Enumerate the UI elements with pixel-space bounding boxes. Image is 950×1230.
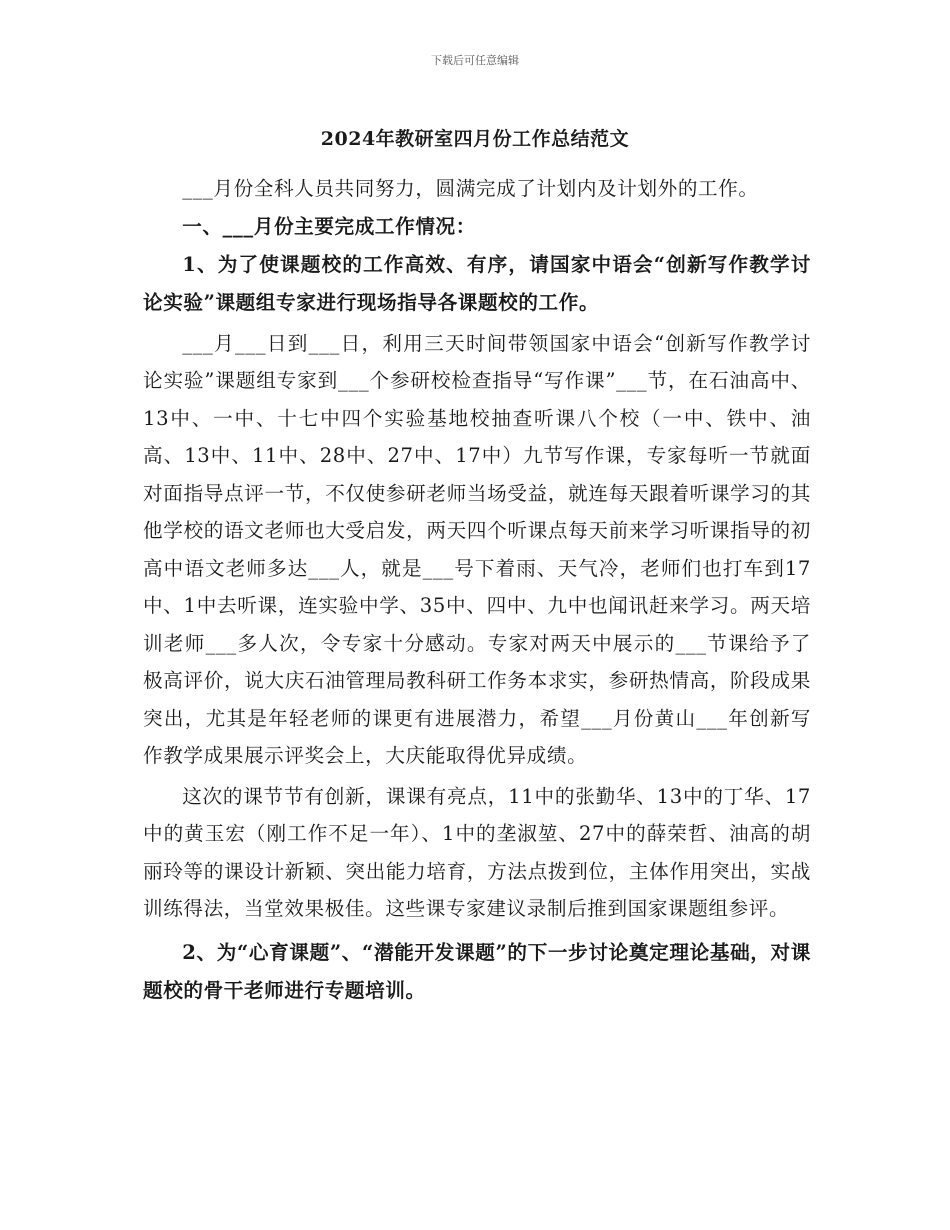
body-paragraph-1: ___月___日到___日，利用三天时间带领国家中语会“创新写作教学讨论实验”课题组专家到___个参研校检查指导“写作课”___节，在石油高中、13中、一中、十七中四个实验基地校抽查听课八个校（一中、铁中、油高、13中、11中、28中、27中、17中）九节写作课，专家每听一节就面对面指导点评一节，不仅使参研老师当场受益，就连每天跟着听课学习的其他学校的语文老师也大受启发，两天四个听课点每天前来学习听课指导的初高中语文老师多达___人，就是___号下着雨、天气冷，老师们也打车到17中、1中去听课，连实验中学、35中、四中、九中也闻讯赶来学习。两天培训老师___多人次，令专家十分感动。专家对两天中展示的___节课给予了极高评价，说大庆石油管理局教科研工作务本求实，参研热情高，阶段成果突出，尤其是年轻老师的课更有进展潜力，希望___月份黄山___年创新写作教学成果展示评奖会上，大庆能取得优异成绩。	[143, 331, 811, 767]
document-title: 2024年教研室四月份工作总结范文	[320, 128, 630, 150]
item-heading-1: 1、为了使课题校的工作高效、有序，请国家中语会“创新写作教学讨论实验”课题组专家进行现场指导各课题校的工作。	[143, 252, 811, 314]
section-heading-1: 一、___月份主要完成工作情况：	[182, 214, 476, 238]
document-body	[143, 170, 811, 1010]
item-heading-2: 2、为“心育课题”、“潜能开发课题”的下一步讨论奠定理论基础，对课题校的骨干老师进行专题培训。	[143, 940, 811, 1002]
header-note: 下载后可任意编辑	[431, 54, 519, 67]
intro-paragraph: ___月份全科人员共同努力，圆满完成了计划内及计划外的工作。	[182, 177, 759, 200]
body-paragraph-2: 这次的课节节有创新，课课有亮点，11中的张勤华、13中的丁华、17中的黄玉宏（刚工作不足一年）、1中的垄淑堃、27中的薛荣哲、油高的胡丽玲等的课设计新颖、突出能力培育，方法点拨到位，主体作用突出，实战训练得法，当堂效果极佳。这些课专家建议录制后推到国家课题组参评。	[143, 784, 811, 920]
